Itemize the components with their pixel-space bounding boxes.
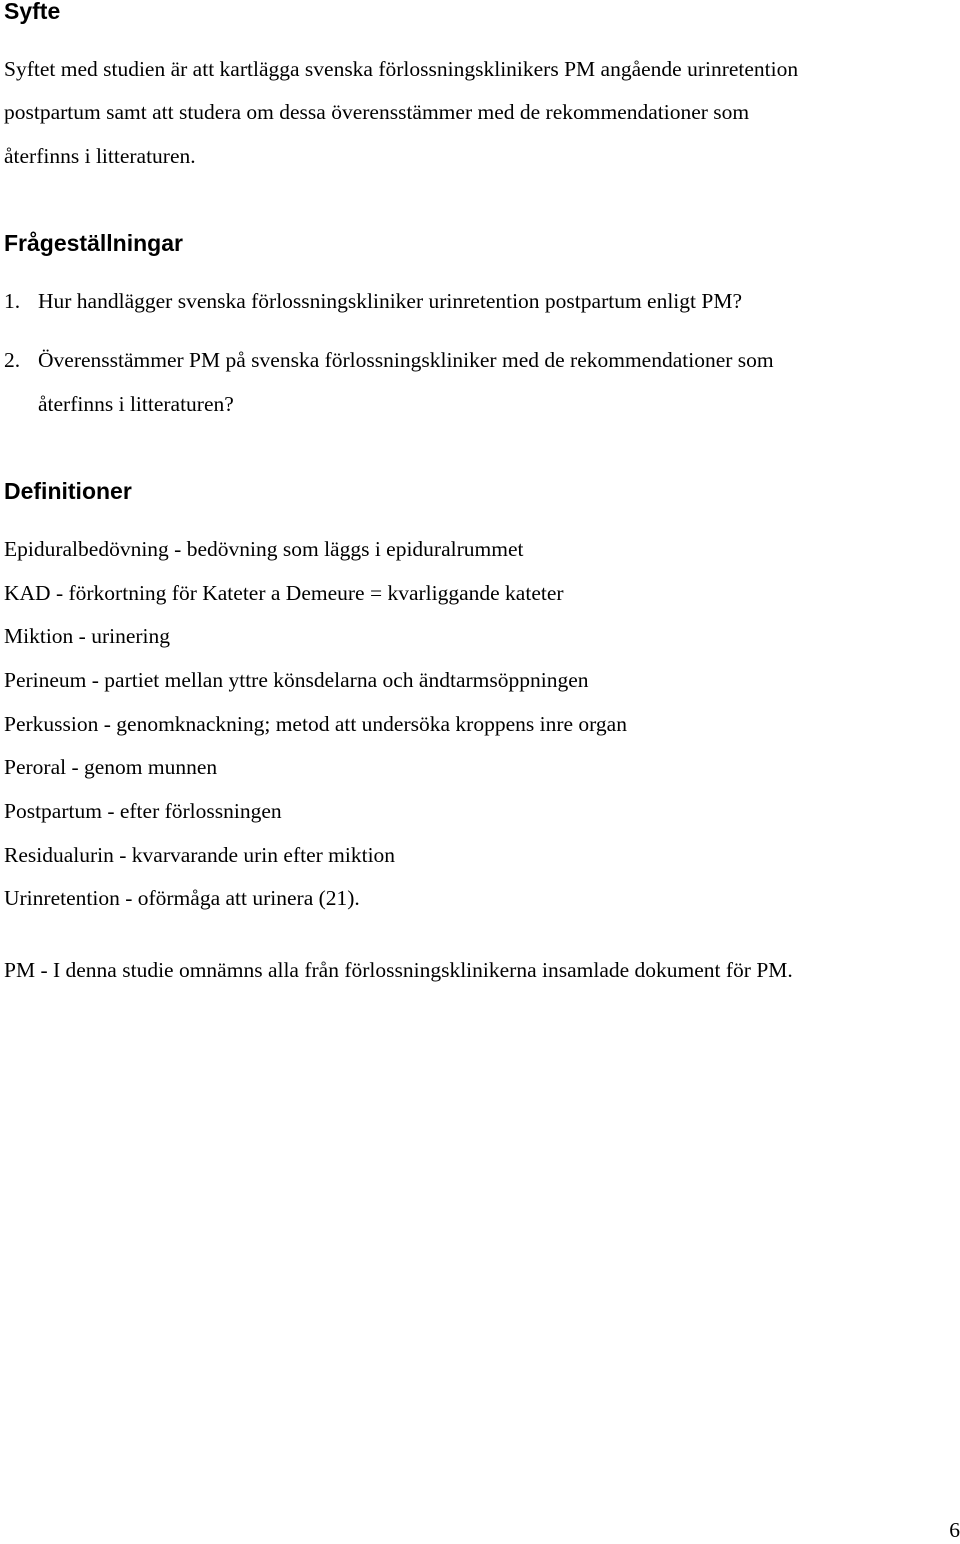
heading-definitioner: Definitioner [4, 478, 132, 504]
definition-kad: KAD - förkortning för Kateter a Demeure = kvarliggande kateter [4, 581, 564, 605]
definition-pm-note: PM - I denna studie omnämns alla från förlossningsklinikerna insamlade dokument för PM. [4, 958, 793, 982]
syfte-line-2: postpartum samt att studera om dessa överensstämmer med de rekommendationer som [4, 100, 750, 124]
definition-urinretention: Urinretention - oförmåga att urinera (21). [4, 886, 360, 910]
question-1 [4, 287, 742, 315]
definition-peroral: Peroral - genom munnen [4, 755, 218, 779]
definition-epiduralbedovning: Epiduralbedövning - bedövning som läggs i epiduralrummet [4, 537, 524, 561]
heading-syfte: Syfte [4, 0, 61, 24]
definition-perkussion: Perkussion - genomknackning; metod att undersöka kroppens inre organ [4, 712, 627, 736]
definition-perineum: Perineum - partiet mellan yttre könsdelarna och ändtarmsöppningen [4, 668, 589, 692]
question-2 [4, 346, 774, 374]
question-2-continuation: återfinns i litteraturen? [38, 392, 234, 416]
definition-miktion: Miktion - urinering [4, 624, 171, 648]
question-1-number: 1. [4, 289, 21, 313]
question-2-number: 2. [4, 348, 21, 372]
definition-postpartum: Postpartum - efter förlossningen [4, 799, 282, 823]
question-2-text: Överensstämmer PM på svenska förlossningskliniker med de rekommendationer som [38, 348, 774, 372]
page-number: 6 [949, 1518, 960, 1542]
syfte-line-1: Syftet med studien är att kartlägga svenska förlossningsklinikers PM angående urinretention [4, 57, 799, 81]
heading-fragestallningar: Frågeställningar [4, 230, 183, 256]
definition-residualurin: Residualurin - kvarvarande urin efter miktion [4, 843, 396, 867]
question-1-text: Hur handlägger svenska förlossningskliniker urinretention postpartum enligt PM? [38, 289, 742, 313]
syfte-line-3: återfinns i litteraturen. [4, 144, 196, 168]
